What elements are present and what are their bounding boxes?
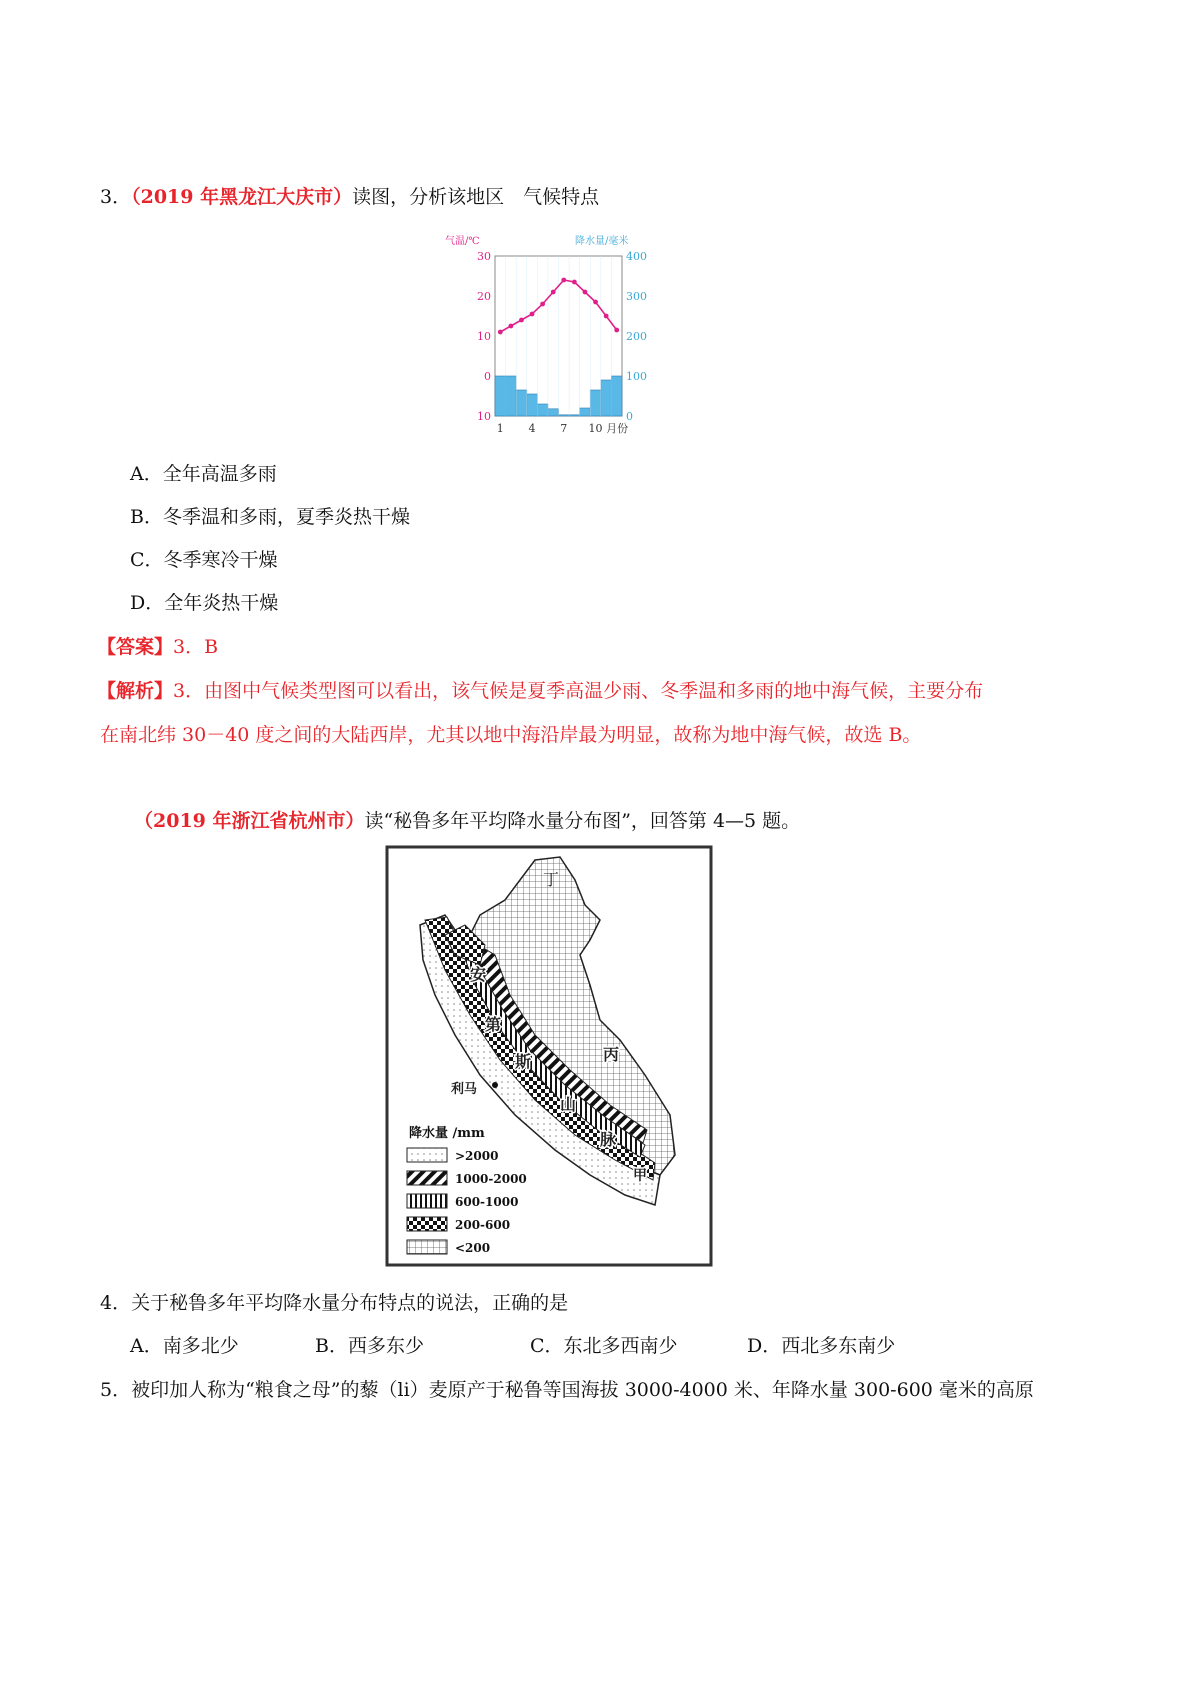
- legend-item-1: >2000: [455, 1149, 499, 1163]
- left-tick-4: 10: [477, 410, 491, 423]
- analysis-text-2: 在南北纬 30－40 度之间的大陆西岸，尤其以地中海沿岸最为明显，故称为地中海气候，故选 B。: [100, 724, 922, 746]
- q4-option-b: [315, 1333, 424, 1359]
- right-tick-4: 0: [626, 410, 633, 423]
- legend-item-3: 600-1000: [455, 1195, 519, 1209]
- option-key: B．: [130, 506, 163, 528]
- q3-answer: [97, 634, 218, 660]
- left-axis-label: 气温/℃: [445, 236, 480, 247]
- precip-bar-11: [601, 380, 612, 416]
- temperature-point-9: [583, 290, 588, 295]
- temperature-point-8: [572, 280, 577, 285]
- climate-chart: [440, 228, 665, 443]
- precip-bar-2: [506, 376, 517, 416]
- option-text: 全年炎热干燥: [164, 592, 279, 614]
- option-key: A．: [130, 463, 163, 485]
- option-key: C．: [130, 549, 164, 571]
- right-tick-1: 300: [626, 290, 647, 303]
- left-tick-0: 30: [477, 250, 491, 263]
- precip-bar-8: [569, 415, 580, 416]
- legend-item-5: <200: [455, 1241, 491, 1255]
- q3-analysis-line-2: [100, 722, 921, 748]
- analysis-label: 【解析】: [97, 680, 174, 702]
- precip-bar-5: [537, 404, 548, 416]
- q5-number: 5．: [100, 1379, 132, 1401]
- option-key: D．: [747, 1335, 782, 1357]
- temperature-point-3: [519, 318, 524, 323]
- temperature-point-5: [540, 302, 545, 307]
- label-jia: 甲: [633, 1168, 647, 1184]
- q3-stem-line: [100, 184, 599, 210]
- option-key: C．: [530, 1335, 564, 1357]
- right-tick-3: 100: [626, 370, 647, 383]
- right-tick-0: 400: [626, 250, 647, 263]
- label-bing: 丙: [603, 1045, 620, 1064]
- left-tick-3: 0: [484, 370, 491, 383]
- precip-bar-10: [590, 390, 601, 416]
- precip-bar-9: [580, 408, 591, 416]
- temperature-point-1: [498, 330, 503, 335]
- q4-stem-line: [100, 1290, 568, 1316]
- label-di: 第: [485, 1015, 502, 1034]
- lima-marker: [492, 1082, 498, 1088]
- option-text: 冬季温和多雨，夏季炎热干燥: [162, 506, 410, 528]
- option-text: 冬季寒冷干燥: [163, 549, 278, 571]
- x-tick-4: 4: [528, 422, 536, 435]
- precip-bar-7: [559, 415, 570, 416]
- answer-label: 【答案】: [97, 636, 174, 658]
- q3-stem: 读图，分析该地区 气候特点: [352, 186, 600, 208]
- option-key: B．: [315, 1335, 348, 1357]
- answer-text: 3．B: [173, 636, 219, 658]
- temperature-point-2: [508, 324, 513, 329]
- label-shan: 山: [560, 1095, 577, 1114]
- x-tick-7: 7: [560, 422, 568, 435]
- q4-number: 4．: [100, 1292, 132, 1314]
- legend-item-4: 200-600: [455, 1218, 511, 1232]
- precip-bar-1: [495, 376, 506, 416]
- city-lima: 利马: [451, 1082, 478, 1097]
- left-tick-1: 20: [477, 290, 491, 303]
- analysis-text-1: 3．由图中气候类型图可以看出，该气候是夏季高温少雨、冬季温和多雨的地中海气候，主要分布: [173, 680, 984, 702]
- q4-option-a: [130, 1333, 239, 1359]
- precip-bar-12: [611, 376, 622, 416]
- label-an: 安: [470, 965, 487, 984]
- temperature-point-12: [614, 328, 619, 333]
- right-axis-label: 降水量/毫米: [575, 236, 629, 247]
- q3-source: （2019 年黑龙江大庆市）: [131, 186, 353, 208]
- x-tick-1: 1: [496, 422, 504, 435]
- q5-stem: 被印加人称为“粮食之母”的藜（li）麦原产于秘鲁等国海拔 3000-4000 米、年降水量 300-600 毫米的高原: [131, 1379, 1034, 1401]
- option-text: 全年高温多雨: [162, 463, 277, 485]
- right-tick-2: 200: [626, 330, 647, 343]
- q3-analysis-line-1: [97, 678, 983, 704]
- label-mai: 脉: [600, 1130, 617, 1149]
- q45-intro-text: 读“秘鲁多年平均降水量分布图”，回答第 4—5 题。: [364, 810, 801, 832]
- option-key: D．: [130, 592, 165, 614]
- temperature-point-11: [604, 314, 609, 319]
- q45-intro: [134, 808, 800, 834]
- option-key: A．: [130, 1335, 163, 1357]
- temperature-point-7: [561, 278, 566, 283]
- precip-bar-6: [548, 409, 559, 416]
- q3-number: 3．: [100, 186, 132, 208]
- temperature-point-4: [530, 312, 535, 317]
- option-text: 东北多西南少: [563, 1335, 678, 1357]
- peru-precipitation-map: [385, 845, 715, 1270]
- q3-option-d: [130, 590, 278, 616]
- x-tick-10: 10: [588, 422, 603, 435]
- map-figure: [385, 845, 715, 1270]
- option-text: 西多东少: [347, 1335, 424, 1357]
- legend-item-2: 1000-2000: [455, 1172, 527, 1186]
- q3-option-c: [130, 547, 278, 573]
- option-text: 南多北少: [162, 1335, 239, 1357]
- legend-title: 降水量 /mm: [409, 1126, 485, 1141]
- x-axis-label: 月份: [606, 422, 629, 435]
- q3-option-b: [130, 504, 410, 530]
- label-ding: 丁: [543, 870, 560, 889]
- q4-option-d: [747, 1333, 895, 1359]
- q4-option-c: [530, 1333, 678, 1359]
- option-text: 西北多东南少: [781, 1335, 896, 1357]
- left-tick-2: 10: [477, 330, 491, 343]
- label-si: 斯: [515, 1052, 532, 1071]
- q5-stem-line: [100, 1377, 1034, 1403]
- precip-bar-3: [516, 390, 527, 416]
- q3-option-a: [130, 461, 277, 487]
- temperature-point-6: [551, 290, 556, 295]
- precip-bar-4: [527, 394, 538, 416]
- temperature-point-10: [593, 300, 598, 305]
- q45-source: （2019 年浙江省杭州市）: [134, 810, 365, 832]
- q4-stem: 关于秘鲁多年平均降水量分布特点的说法，正确的是: [131, 1292, 569, 1314]
